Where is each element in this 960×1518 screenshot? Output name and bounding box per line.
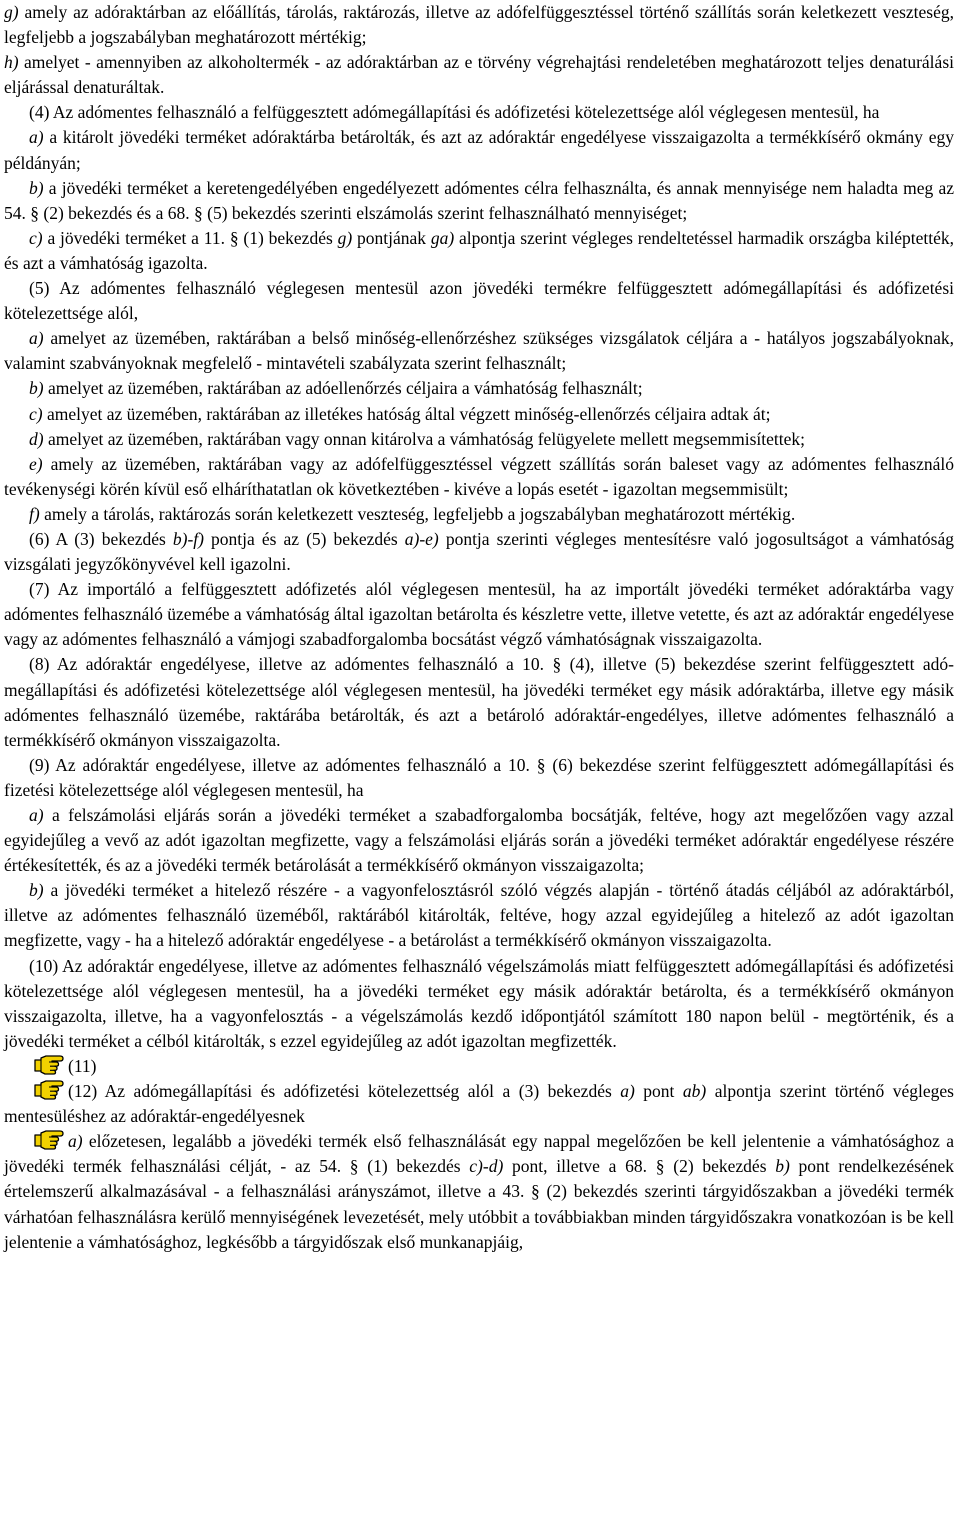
text-run: (6) A (3) bekezdés bbox=[29, 528, 173, 549]
point-label: c)-d) bbox=[469, 1156, 504, 1177]
text-run: pont bbox=[634, 1081, 683, 1102]
paragraph-p10 bbox=[4, 954, 954, 1054]
text-run: pontjának bbox=[352, 227, 431, 248]
point-label: a) bbox=[620, 1081, 635, 1102]
text-run: amelyet az üzemében, raktárában vagy onnan kitárolva a vámhatóság felügyelete mellett megsemmisítettek; bbox=[43, 428, 806, 449]
paragraph-p6 bbox=[4, 527, 954, 577]
text-run: (4) Az adómentes felhasználó a felfüggesztett adómegállapítási és adófizetési kötelezettsége alól véglegesen mentesül, ha bbox=[29, 102, 880, 123]
point-label: b) bbox=[775, 1156, 790, 1177]
text-run: amely a tárolás, raktározás során keletkezett veszteség, legfeljebb a jogszabályban meghatározott mértékig. bbox=[39, 503, 796, 524]
text-run: (7) Az importáló a felfüggesztett adófizetés alól véglegesen mentesül, ha az importált jövedéki terméket adóraktárba vagy adómentes felhasználó üzemébe a vámhatóság által igazoltan betárolta és készletre vette, illetve vetette, és azt az adóraktár engedélyese vagy az adómentes felhasználó a vámjogi szabadforgalomba bocsátást végző vámhatóságnak visszaigazolta. bbox=[4, 579, 954, 650]
paragraph-p4a bbox=[4, 125, 954, 175]
text-run: pont rendelkezésének értelemszerű alkalmazásával - a felhasználási arányszámot, illetve a 43. § (2) bekezdés szerinti tárgyidőszakban a jövedéki termék várhatóan felhasználásra kerülő mennyiségének levezetését, mely utóbbit a továbbiakban minden tárgyidőszakra vonatkozóan is be kell jelentenie a vámhatósághoz, legkésőbb a tárgyidőszak első munkanapjáig, bbox=[4, 1156, 954, 1252]
paragraph-p12a bbox=[4, 1129, 954, 1254]
text-run: (12) Az adómegállapítási és adófizetési kötelezettség alól a (3) bekezdés bbox=[68, 1081, 621, 1102]
pointing-hand-icon[interactable] bbox=[34, 1129, 66, 1151]
paragraph-p5e bbox=[4, 452, 954, 502]
text-run: (5) Az adómentes felhasználó véglegesen mentesül azon jövedéki termékre felfüggesztett adómegállapítási és adófizetési kötelezettsége alól, bbox=[4, 278, 954, 324]
point-label: g) bbox=[4, 2, 19, 22]
paragraph-p5a bbox=[4, 326, 954, 376]
paragraph-p5c bbox=[4, 402, 954, 427]
paragraph-p7 bbox=[4, 577, 954, 652]
point-label: f) bbox=[29, 503, 40, 524]
text-run: (9) Az adóraktár engedélyese, illetve az adómentes felhasználó a 10. § (6) bekezdése szerint felfüggesztett adómegállapítási és fizetési kötelezettsége alól véglegesen mentesül, ha bbox=[4, 754, 954, 800]
text-run: a kitárolt jövedéki terméket adóraktárba betárolták, és azt az adóraktár engedélyese visszaigazolta a termékkísérő okmány egy példányán; bbox=[4, 127, 954, 173]
text-run: a jövedéki terméket a 11. § (1) bekezdés bbox=[42, 227, 338, 248]
point-label: a) bbox=[29, 328, 44, 349]
paragraph-p12 bbox=[4, 1079, 954, 1129]
point-label: b)-f) bbox=[172, 528, 204, 549]
text-run: amelyet az üzemében, raktárában az illetékes hatóság által végzett minőség-ellenőrzés céljaira adtak át; bbox=[42, 403, 771, 424]
text-run: alpontja szerint történő végleges mentesüléshez az adóraktár-engedélyesnek bbox=[4, 1081, 954, 1127]
text-run: (8) Az adóraktár engedélyese, illetve az adómentes felhasználó a 10. § (4), illetve (5) bekezdése szerint felfüggesztett adó-megállapítási és adófizetési kötelezettsége alól véglegesen mentesül, ha jövedéki terméket egy másik adóraktárba, illetve egy másik adómentes felhasználó üzemébe, raktárába betárolták, és azt a betároló adóraktár-engedélyes, illetve adómentes felhasználó a termékkísérő okmányon visszaigazolta. bbox=[4, 654, 954, 750]
paragraph-p9a bbox=[4, 803, 954, 878]
point-label: a) bbox=[68, 1131, 83, 1152]
point-label: a) bbox=[29, 805, 44, 825]
text-run: pont, illetve a 68. § (2) bekezdés bbox=[503, 1156, 776, 1177]
point-label: ga) bbox=[430, 227, 455, 248]
text-run: amelyet az üzemében, raktárában az adóellenőrzés céljaira a vámhatóság felhasznált; bbox=[43, 378, 643, 399]
point-label: b) bbox=[29, 177, 44, 198]
paragraph-p5d bbox=[4, 427, 954, 452]
pointing-hand-icon[interactable] bbox=[34, 1054, 66, 1076]
paragraph-p5 bbox=[4, 276, 954, 326]
paragraph-p9 bbox=[4, 753, 954, 803]
text-run: alpontja szerint végleges rendeltetéssel harmadik országba kiléptették, és azt a vámhatóság igazolta. bbox=[4, 227, 954, 273]
point-label: g) bbox=[337, 227, 353, 248]
paragraph-p11 bbox=[4, 1054, 954, 1079]
paragraph-p5f bbox=[4, 502, 954, 527]
paragraph-p8 bbox=[4, 652, 954, 752]
paragraph-g bbox=[4, 0, 954, 50]
text-run: (11) bbox=[68, 1055, 97, 1076]
text-run: a jövedéki terméket a keretengedélyében engedélyezett adómentes célra felhasználta, és annak mennyisége nem haladta meg az 54. § (2) bekezdés és a 68. § (5) bekezdés szerinti elszámolás szerint felhasználható mennyiséget; bbox=[4, 177, 954, 223]
text-run: amely az üzemében, raktárában vagy az adófelfüggesztéssel végzett szállítás során baleset vagy az adómentes felhasználó tevékenységi körén kívül eső elháríthatatlan ok következtében - kivéve a lopás esetét - igazoltan megsemmisült; bbox=[4, 453, 954, 499]
point-label: ab) bbox=[682, 1081, 707, 1102]
text-run: pontja és az (5) bekezdés bbox=[204, 528, 405, 549]
point-label: e) bbox=[29, 453, 43, 474]
text-run: pontja szerinti végleges mentesítésre való jogosultságot a vámhatóság vizsgálati jegyzőkönyvével kell igazolni. bbox=[4, 528, 954, 575]
paragraph-p5b bbox=[4, 376, 954, 401]
paragraph-p9b bbox=[4, 878, 954, 953]
point-label: c) bbox=[29, 403, 43, 424]
text-run: (10) Az adóraktár engedélyese, illetve az adómentes felhasználó végelszámolás miatt felfüggesztett adómegállapítási és adófizetési kötelezettsége alól véglegesen mentesül, ha a jövedéki terméket egy másik adóraktár betárolta, és a termékkísérő okmányon visszaigazolta, illetve, ha a vagyonfelosztás - a végelszámolás kezdő időpontjától számított 180 napon belül - megtörténik, és a jövedéki terméket a célból kitárolták, s ezzel egyidejűleg az adót igazoltan megfizették. bbox=[4, 955, 954, 1051]
text-run: a felszámolási eljárás során a jövedéki terméket a szabadforgalomba bocsátják, feltéve, hogy azt megelőzően vagy azzal egyidejűleg a vevő az adót igazoltan megfizette, vagy a felszámolási eljárás során a jövedéki terméket adóraktár engedélyese részére értékesítették, és az a jövedéki termék betárolását a termékkísérő okmányon visszaigazolta; bbox=[4, 805, 954, 876]
text-run: előzetesen, legalább a jövedéki termék első felhasználását egy nappal megelőzően be kell jelentenie a vámhatósághoz a jövedéki termék felhasználási célját, - az 54. § (1) bekezdés bbox=[4, 1131, 954, 1177]
text-run: amely az adóraktárban az előállítás, tárolás, raktározás, illetve az adófelfüggesztéssel történő szállítás során keletkezett veszteség, legfeljebb a jogszabályban meghatározott mértékig; bbox=[4, 2, 954, 48]
point-label: a) bbox=[29, 127, 44, 148]
pointing-hand-icon[interactable] bbox=[34, 1079, 66, 1101]
point-label: h) bbox=[4, 52, 19, 73]
point-label: a)-e) bbox=[404, 528, 439, 549]
paragraph-p4c bbox=[4, 226, 954, 276]
paragraph-p4b bbox=[4, 176, 954, 226]
point-label: b) bbox=[29, 880, 44, 901]
paragraph-h bbox=[4, 50, 954, 100]
text-run: a jövedéki terméket a hitelező részére - a vagyonfelosztásról szóló végzés alapján - történő átadás céljából az adóraktárból, illetve az adómentes felhasználó üzeméből, raktárából kitárolták, feltéve, hogy azzal egyidejűleg a hitelező az adót igazoltan megfizette, vagy - ha a hitelező adóraktár engedélyese - a betárolást a termékkísérő okmányon visszaigazolta. bbox=[4, 880, 954, 951]
point-label: c) bbox=[29, 227, 43, 248]
text-run: amelyet - amennyiben az alkoholtermék - az adóraktárban az e törvény végrehajtási rendeletében meghatározott teljes denaturálási eljárással denaturáltak. bbox=[4, 52, 954, 98]
paragraph-p4 bbox=[4, 100, 954, 125]
text-run: amelyet az üzemében, raktárában a belső minőség-ellenőrzéshez szükséges vizsgálatok céljára a - hatályos jogszabályoknak, valamint szabványoknak megfelelő - mintavételi szabályzata szerint felhasznált; bbox=[4, 328, 954, 374]
point-label: b) bbox=[29, 378, 44, 399]
point-label: d) bbox=[29, 428, 44, 449]
